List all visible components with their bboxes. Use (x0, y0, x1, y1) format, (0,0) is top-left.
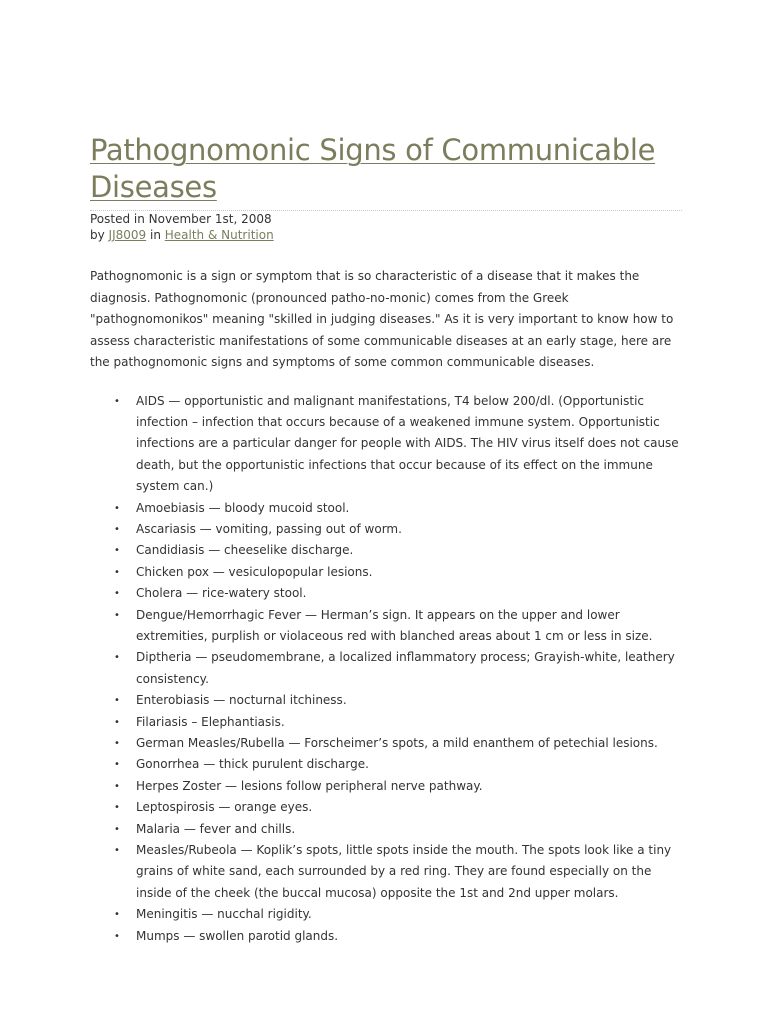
list-item (114, 776, 682, 797)
list-item-text: Candidiasis — cheeselike discharge. (136, 543, 354, 558)
signs-list (90, 391, 682, 948)
list-item (114, 712, 682, 733)
list-item-text: Leptospirosis — orange eyes. (136, 800, 313, 815)
bullet-icon: • (114, 823, 120, 835)
list-item (114, 797, 682, 818)
category-link[interactable]: Health & Nutrition (164, 228, 274, 242)
list-item-text: Diptheria — pseudomembrane, a localized inflammatory process; Grayish-white, leathery consistency. (136, 650, 675, 686)
bullet-icon: • (114, 695, 120, 707)
bullet-icon: • (114, 566, 120, 578)
bullet-icon: • (114, 502, 120, 514)
article-title-link[interactable]: Pathognomonic Signs of Communicable Diseases (90, 133, 656, 204)
byline-prefix: by (90, 228, 109, 242)
post-meta (90, 210, 682, 243)
article-intro: Pathognomonic is a sign or symptom that is so characteristic of a disease that it makes the diagnosis. Pathognomonic (pronounced patho-no-monic) comes from the Greek "pathognomonikos" meaning "skilled in judging diseases." As it is very important to know how to assess characteristic manifestations of some communicable diseases at an early stage, here are the pathognomonic signs and symptoms of some common communicable diseases. (90, 269, 674, 369)
bullet-icon: • (114, 759, 120, 771)
bullet-icon: • (114, 395, 120, 407)
list-item-text: Mumps — swollen parotid glands. (136, 928, 339, 943)
list-item-text: Ascariasis — vomiting, passing out of worm. (136, 521, 402, 536)
list-item-text: Measles/Rubeola — Koplik’s spots, little spots inside the mouth. The spots look like a tiny grains of white sand, each surrounded by a red ring. They are found especially on the inside of the cheek (the buccal mucosa) opposite the 1st and 2nd upper molars. (136, 843, 672, 900)
list-item (114, 840, 682, 904)
list-item-text: AIDS — opportunistic and malignant manifestations, T4 below 200/dl. (Opportunistic infection – infection that occurs because of a weakened immune system. Opportunistic infections are a particular danger for people with AIDS. The HIV virus itself does not cause death, but the opportunistic infections that occur because of its effect on the immune system can.) (136, 393, 679, 494)
list-item (114, 690, 682, 711)
list-item-text: Filariasis – Elephantiasis. (136, 714, 285, 729)
list-item-text: Cholera — rice-watery stool. (136, 586, 307, 601)
byline-in: in (146, 228, 165, 242)
list-item (114, 926, 682, 947)
list-item (114, 583, 682, 604)
article-title (90, 132, 682, 206)
bullet-icon: • (114, 588, 120, 600)
list-item (114, 498, 682, 519)
post-date: Posted in November 1st, 2008 (90, 212, 272, 226)
list-item (114, 904, 682, 925)
list-item-text: Dengue/Hemorrhagic Fever — Herman’s sign. It appears on the upper and lower extremities, purplish or violaceous red with blanched areas about 1 cm or less in size. (136, 607, 653, 643)
list-item (114, 519, 682, 540)
list-item (114, 605, 682, 648)
list-item (114, 540, 682, 561)
list-item-text: Malaria — fever and chills. (136, 821, 296, 836)
list-item (114, 391, 682, 498)
list-item-text: Enterobiasis — nocturnal itchiness. (136, 693, 347, 708)
bullet-icon: • (114, 930, 120, 942)
list-item (114, 647, 682, 690)
bullet-icon: • (114, 738, 120, 749)
list-item-text: German Measles/Rubella — Forscheimer’s spots, a mild enanthem of petechial lesions. (136, 736, 658, 750)
list-item-text: Meningitis — nucchal rigidity. (136, 907, 312, 922)
list-item (114, 754, 682, 775)
bullet-icon: • (114, 545, 120, 557)
author-link[interactable]: JJ8009 (108, 228, 147, 242)
bullet-icon: • (114, 652, 120, 664)
list-item (114, 733, 682, 754)
list-item-text: Amoebiasis — bloody mucoid stool. (136, 500, 350, 515)
bullet-icon: • (114, 609, 120, 621)
article (90, 132, 682, 947)
bullet-icon: • (114, 802, 120, 814)
post-byline (90, 227, 682, 243)
bullet-icon: • (114, 845, 120, 857)
list-item-text: Chicken pox — vesiculopopular lesions. (136, 564, 373, 579)
list-item (114, 562, 682, 583)
list-item-text: Gonorrhea — thick purulent discharge. (136, 757, 369, 772)
list-item (114, 819, 682, 840)
bullet-icon: • (114, 909, 120, 921)
bullet-icon: • (114, 523, 120, 535)
bullet-icon: • (114, 780, 120, 792)
list-item-text: Herpes Zoster — lesions follow peripheral nerve pathway. (136, 778, 483, 793)
bullet-icon: • (114, 716, 120, 728)
